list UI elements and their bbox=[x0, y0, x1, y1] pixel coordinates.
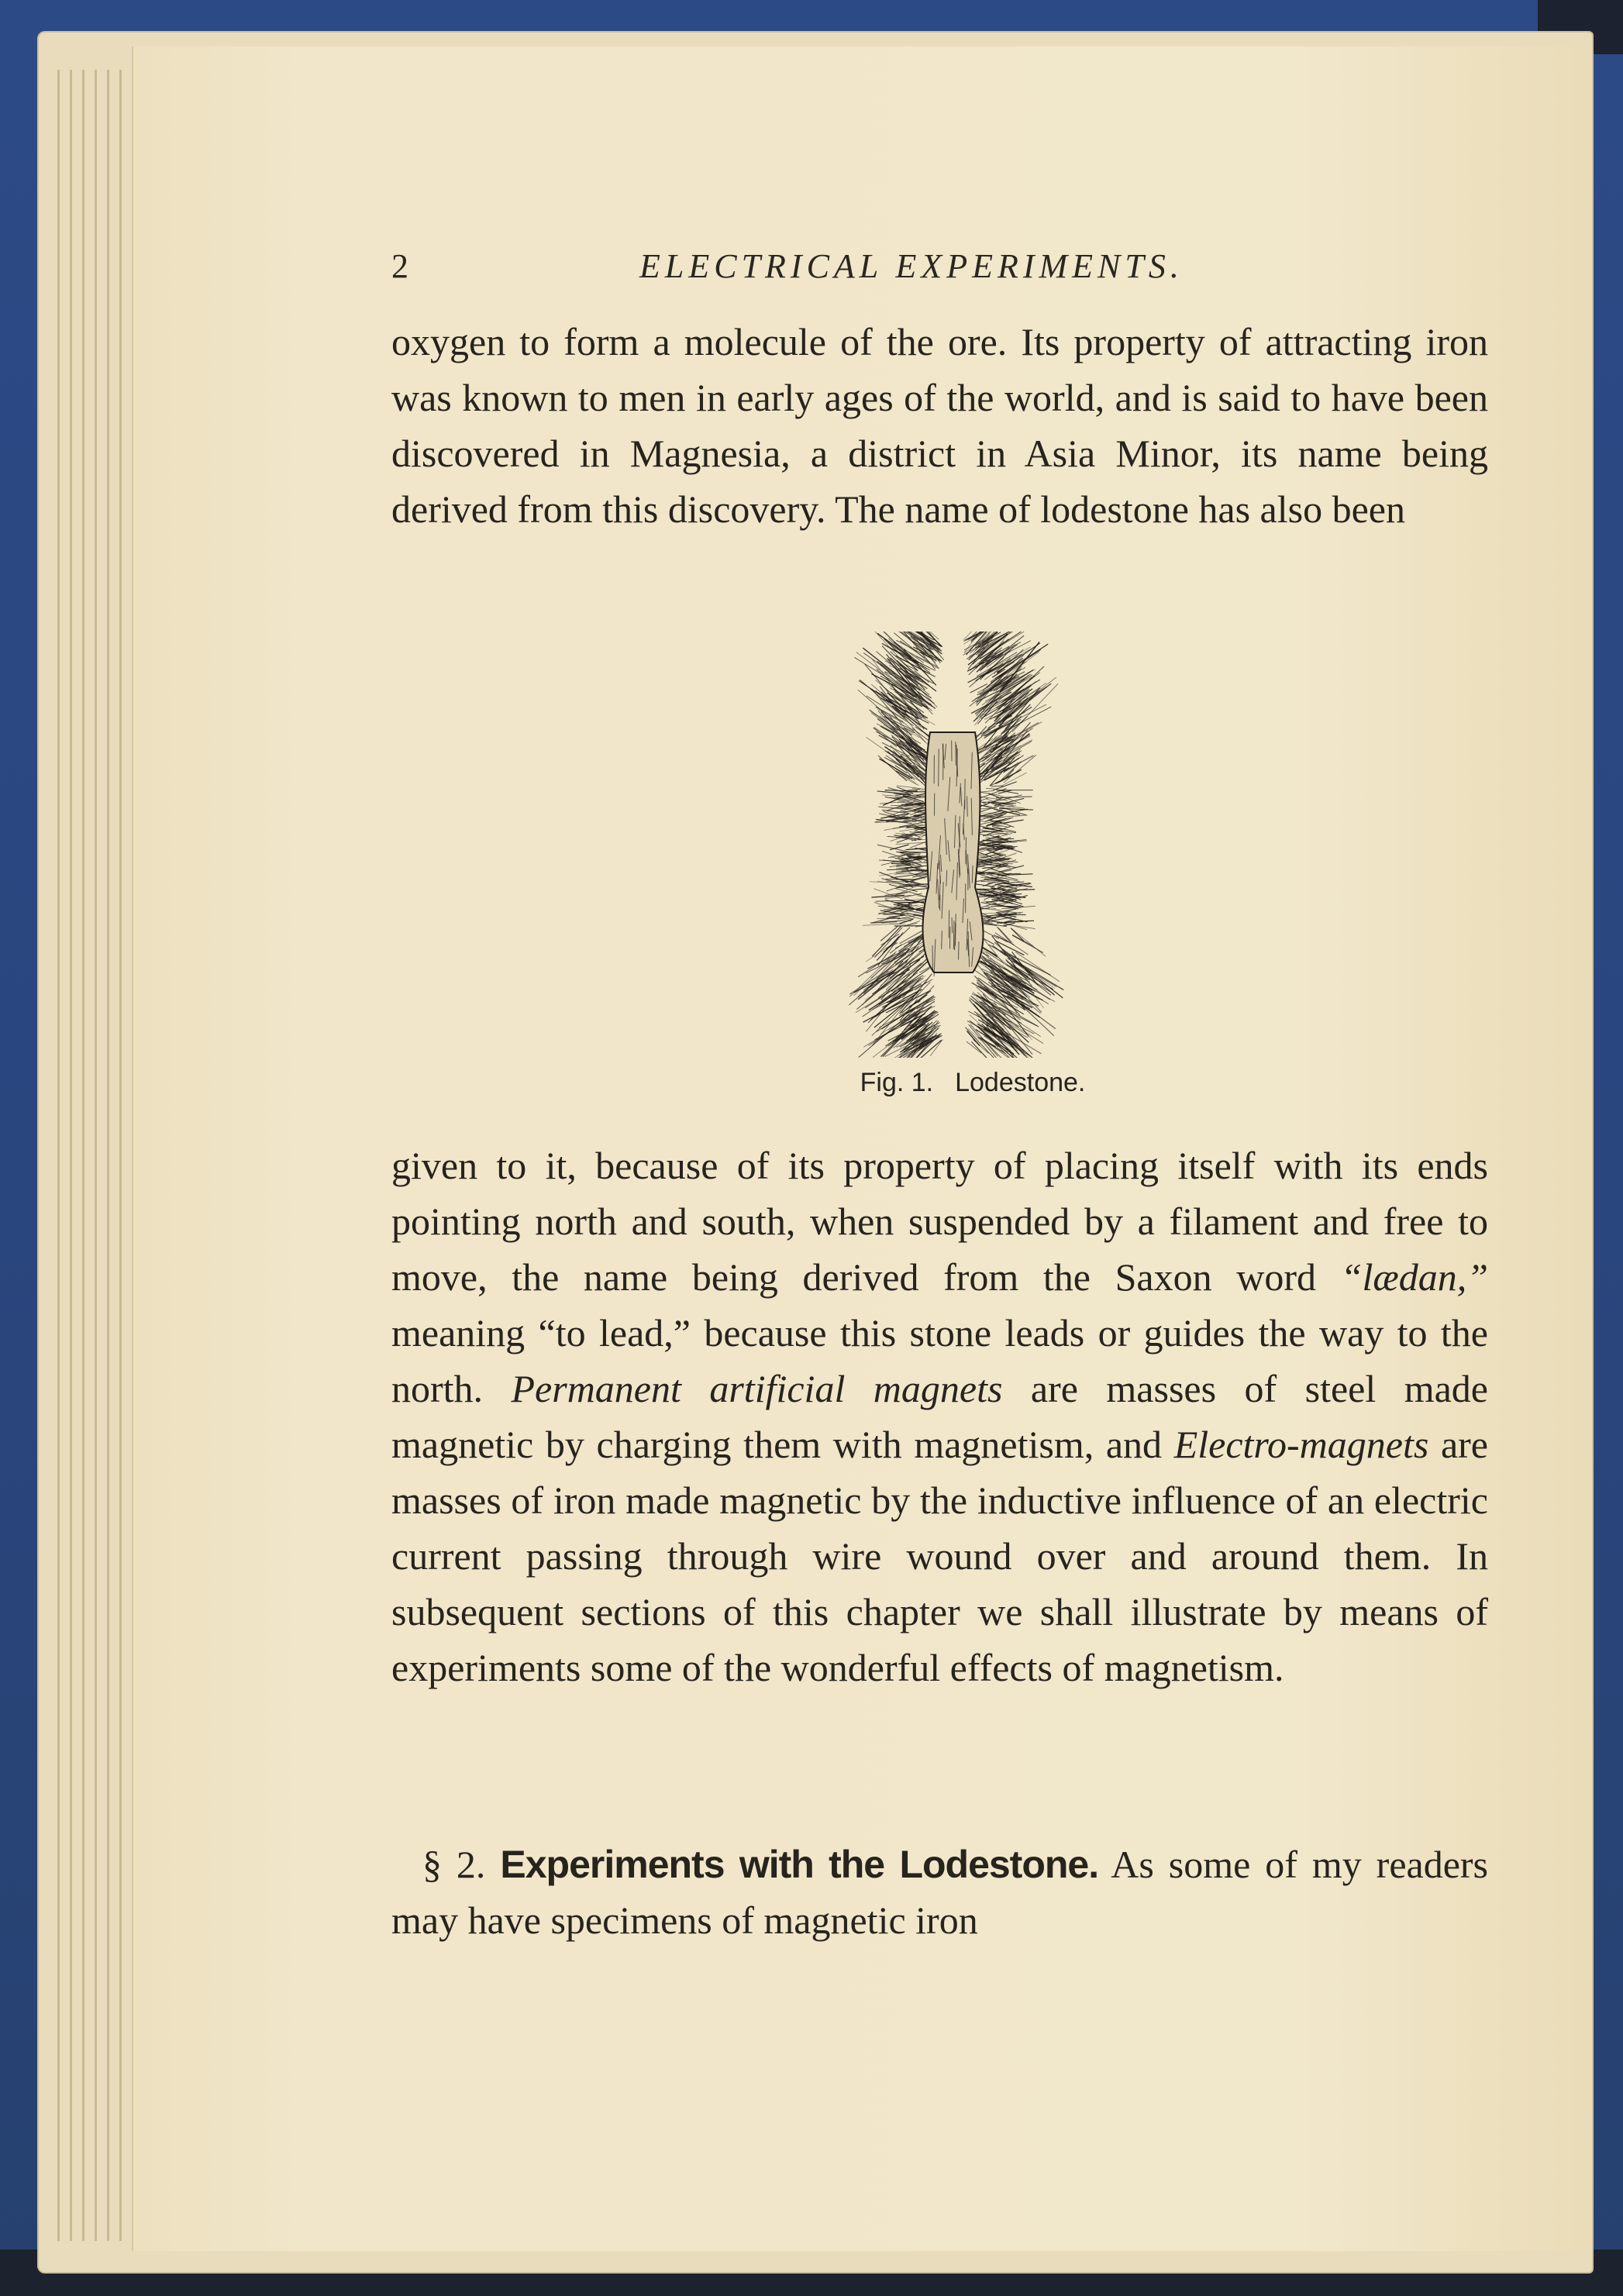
lodestone-hatching bbox=[959, 941, 960, 959]
page-edge bbox=[57, 70, 60, 2241]
running-head bbox=[391, 246, 1252, 293]
lodestone-hatching bbox=[953, 921, 954, 949]
term-electro-magnets: Electro-magnets bbox=[1173, 1423, 1429, 1466]
figure-label: Fig. 1. bbox=[860, 1068, 934, 1097]
paragraph-2-part2: meaning “to lead,” because this stone leads or guides the way to the north. bbox=[391, 1311, 1488, 1410]
figure-title: Lodestone. bbox=[955, 1068, 1086, 1097]
page-edge bbox=[82, 70, 84, 2241]
paragraph-2-part3: are masses of steel made magnetic by charging them with magnetism, and bbox=[391, 1367, 1488, 1466]
running-head-title: ELECTRICAL EXPERIMENTS. bbox=[639, 247, 1184, 285]
paragraph-3-body: As some of my readers may have specimens of magnetic iron bbox=[391, 1843, 1489, 1942]
paragraph-3 bbox=[391, 1836, 1488, 1948]
paragraph-1 bbox=[391, 314, 1488, 537]
paragraph-2-text bbox=[391, 1138, 1488, 1695]
paragraph-2-part1: given to it, because of its property of placing itself with its ends pointing north and south, when suspended by a filament and free to move, the name being derived from the Saxon word bbox=[391, 1144, 1488, 1299]
paragraph-1-text: oxygen to form a molecule of the ore. Its property of attracting iron was known to men in early ages of the world, and is said to have been discovered in Magnesia, a district in Asia Minor, its name being derived from this discovery. The name of lodestone has also been bbox=[391, 320, 1488, 531]
page-edge bbox=[95, 70, 97, 2241]
paragraph-2 bbox=[391, 1138, 1488, 1695]
section-number: § 2. bbox=[422, 1843, 486, 1886]
page-edge bbox=[119, 70, 122, 2241]
page-edge bbox=[70, 70, 72, 2241]
lodestone-hatching bbox=[952, 917, 953, 933]
term-permanent-magnets: Permanent artificial magnets bbox=[511, 1367, 1003, 1410]
page-edge bbox=[107, 70, 109, 2241]
lodestone-illustration bbox=[837, 632, 1070, 1058]
figure-caption bbox=[798, 1068, 1147, 1098]
lodestone-hatching bbox=[966, 837, 967, 864]
page-number: 2 bbox=[391, 247, 408, 285]
saxon-word: “lædan,” bbox=[1340, 1255, 1488, 1299]
paragraph-3-text bbox=[391, 1836, 1488, 1948]
section-heading: Experiments with the Lodestone. bbox=[500, 1843, 1099, 1886]
paragraph-2-part4: are masses of iron made magnetic by the inductive influence of an electric current passing through wire wound over and around them. In subsequent sections of this chapter we shall illustrate by means of experiments some of the wonderful effects of magnetism. bbox=[391, 1423, 1488, 1689]
lodestone-hatching bbox=[932, 945, 933, 971]
